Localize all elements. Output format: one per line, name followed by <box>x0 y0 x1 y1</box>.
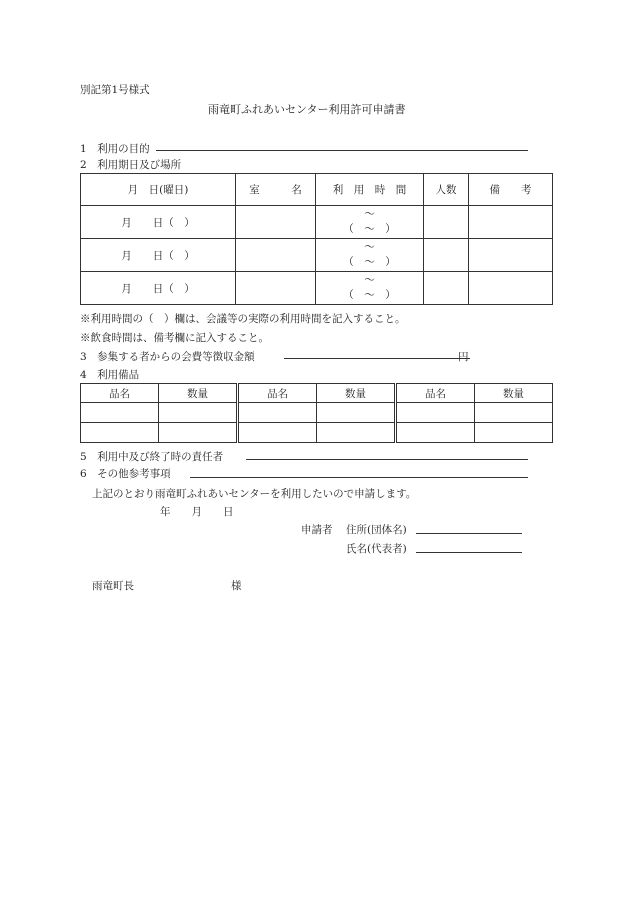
people-cell[interactable] <box>424 206 469 239</box>
fee-field[interactable] <box>284 358 470 359</box>
table-row <box>81 403 553 423</box>
header-item-name: 品名 <box>238 384 317 403</box>
table-row <box>81 272 553 305</box>
header-quantity: 数量 <box>475 384 553 403</box>
header-remarks: 備 考 <box>469 174 553 206</box>
table-row <box>81 239 553 272</box>
usage-date-place-label: 2 利用期日及び場所 <box>80 159 182 171</box>
table-row <box>81 423 553 443</box>
table-header-row <box>81 174 553 206</box>
usage-schedule-table <box>80 173 553 305</box>
quantity-cell[interactable] <box>159 423 238 443</box>
quantity-cell[interactable] <box>475 423 553 443</box>
room-cell[interactable] <box>236 206 316 239</box>
room-cell[interactable] <box>236 239 316 272</box>
header-room: 室 名 <box>236 174 316 206</box>
item-name-cell[interactable] <box>396 403 475 423</box>
header-item-name: 品名 <box>81 384 159 403</box>
quantity-cell[interactable] <box>317 423 396 443</box>
header-quantity: 数量 <box>317 384 396 403</box>
time-cell[interactable]: 〜 （ 〜 ） <box>316 206 424 239</box>
equipment-label: 4 利用備品 <box>80 369 140 381</box>
note-meal: ※飲食時間は、備考欄に記入すること。 <box>80 332 269 344</box>
remarks-cell[interactable] <box>469 239 553 272</box>
room-cell[interactable] <box>236 272 316 305</box>
name-field[interactable] <box>416 552 522 553</box>
application-date[interactable]: 年 月 日 <box>160 506 234 518</box>
remarks-cell[interactable] <box>469 206 553 239</box>
quantity-cell[interactable] <box>317 403 396 423</box>
header-date: 月 日(曜日) <box>81 174 236 206</box>
people-cell[interactable] <box>424 272 469 305</box>
other-notes-field[interactable] <box>190 477 528 478</box>
item-name-cell[interactable] <box>396 423 475 443</box>
date-cell[interactable]: 月 日（ ） <box>81 206 236 239</box>
header-usage-time: 利 用 時 間 <box>316 174 424 206</box>
fee-unit: 円 <box>458 351 469 363</box>
header-quantity: 数量 <box>159 384 238 403</box>
fee-label: 3 参集する者からの会費等徴収金額 <box>80 351 255 363</box>
quantity-cell[interactable] <box>159 403 238 423</box>
responsible-person-label: 5 利用中及び終了時の責任者 <box>80 451 224 463</box>
header-item-name: 品名 <box>396 384 475 403</box>
applicant-label: 申請者 <box>301 524 333 536</box>
address-field[interactable] <box>416 533 522 534</box>
purpose-field[interactable] <box>156 150 528 151</box>
item-name-cell[interactable] <box>238 423 317 443</box>
table-row <box>81 206 553 239</box>
responsible-person-field[interactable] <box>246 459 528 460</box>
equipment-table <box>80 383 553 443</box>
item-name-cell[interactable] <box>81 403 159 423</box>
time-cell[interactable]: 〜 （ 〜 ） <box>316 272 424 305</box>
application-statement: 上記のとおり雨竜町ふれあいセンターを利用したいので申請します。 <box>92 488 417 500</box>
name-label: 氏名(代表者) <box>346 543 407 555</box>
table-header-row <box>81 384 553 403</box>
date-cell[interactable]: 月 日（ ） <box>81 272 236 305</box>
document-title: 雨竜町ふれあいセンター利用許可申請書 <box>208 103 406 116</box>
header-people: 人数 <box>424 174 469 206</box>
date-cell[interactable]: 月 日（ ） <box>81 239 236 272</box>
form-number: 別記第1号様式 <box>80 84 150 96</box>
item-name-cell[interactable] <box>81 423 159 443</box>
addressee-honorific: 様 <box>231 580 242 592</box>
note-time: ※利用時間の（ ）欄は、会議等の実際の利用時間を記入すること。 <box>80 313 406 325</box>
other-notes-label: 6 その他参考事項 <box>80 468 171 480</box>
remarks-cell[interactable] <box>469 272 553 305</box>
purpose-label: 1 利用の目的 <box>80 143 150 155</box>
quantity-cell[interactable] <box>475 403 553 423</box>
people-cell[interactable] <box>424 239 469 272</box>
address-label: 住所(団体名) <box>346 524 407 536</box>
time-cell[interactable]: 〜 （ 〜 ） <box>316 239 424 272</box>
item-name-cell[interactable] <box>238 403 317 423</box>
addressee-name: 雨竜町長 <box>92 580 134 592</box>
